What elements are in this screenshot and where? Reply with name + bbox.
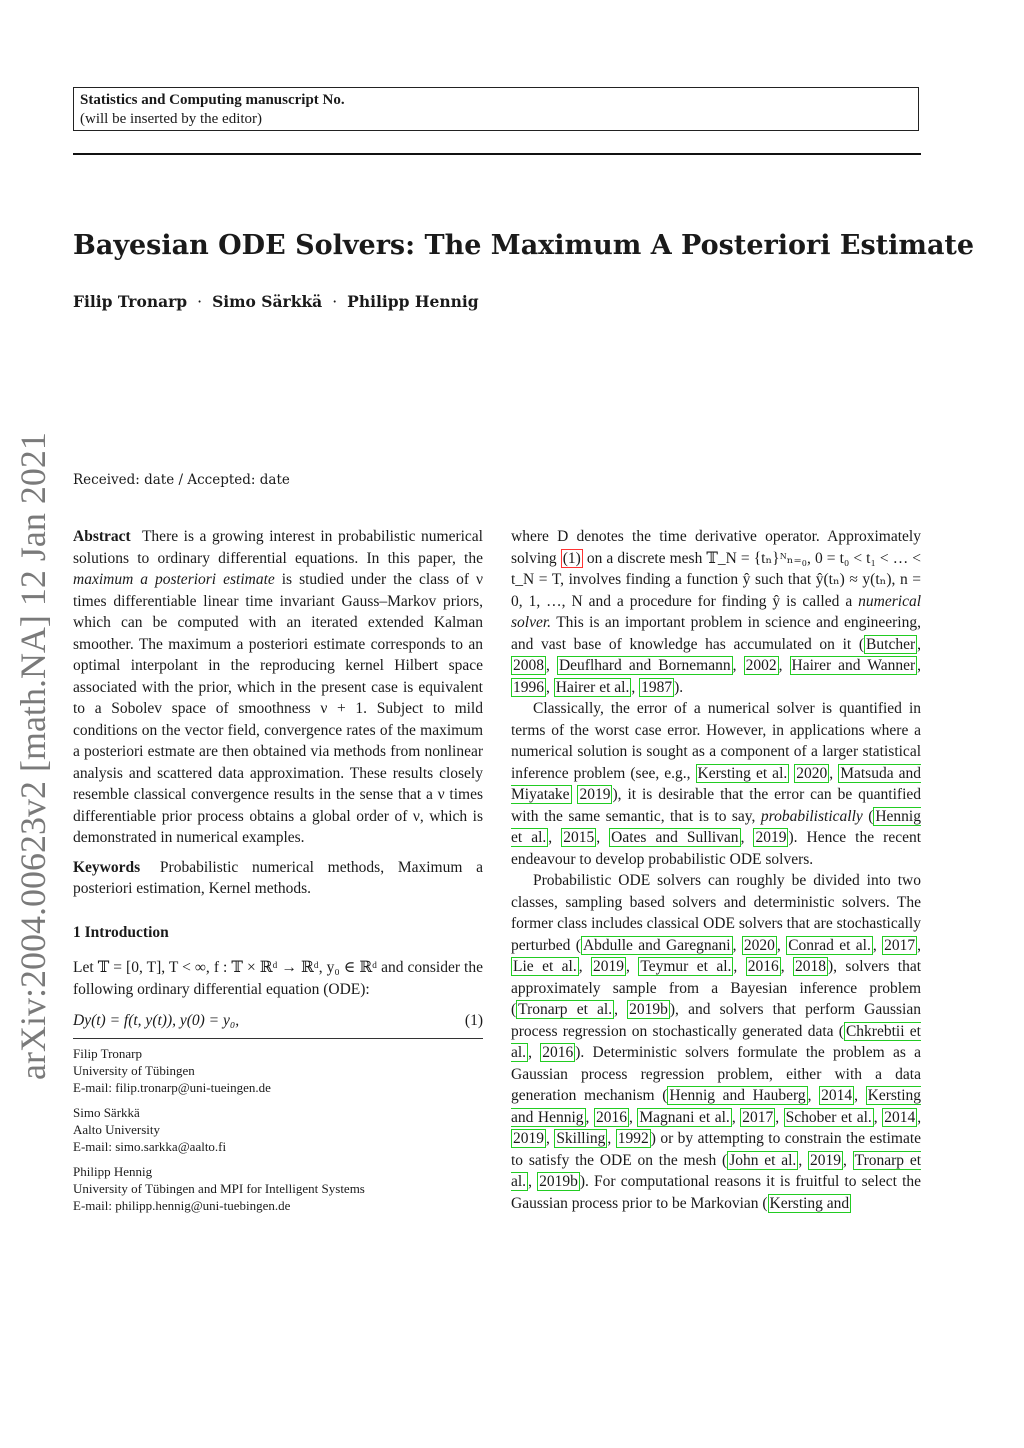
footnote-email[interactable]: E-mail: simo.sarkka@aalto.fi: [73, 1138, 227, 1154]
citation-link[interactable]: 1992: [617, 1130, 649, 1147]
footnote-block: [73, 1104, 483, 1155]
journal-header-box: [73, 87, 919, 131]
text: ), and solvers that perform Gaussian process regression on stochastically generated data (: [511, 1001, 921, 1040]
abstract-emphasis: maximum a posteriori estimate: [73, 571, 275, 588]
text: ), it is desirable that the error can be quantified with the same semantic, that is to say,: [511, 786, 922, 825]
citation-link[interactable]: Hairer and Wanner: [791, 657, 916, 674]
citation-link[interactable]: Hennig et al.: [511, 807, 921, 846]
citation-link[interactable]: Magnani et al.: [639, 1108, 730, 1126]
footnote-rule: [73, 1038, 483, 1039]
right-column: [511, 526, 921, 1214]
journal-name: Statistics and Computing manuscript No.: [80, 92, 345, 108]
abstract-text: There is a growing interest in probabilistic numerical solutions to ordinary differential equations. In this paper, the: [73, 528, 483, 567]
citation-link[interactable]: 2019: [513, 1130, 544, 1147]
author: Philipp Hennig: [347, 292, 479, 311]
footnote-name: Philipp Hennig: [73, 1163, 153, 1179]
footnote-block: [73, 1163, 483, 1214]
citation-link[interactable]: 2017: [742, 1108, 774, 1126]
citation-link[interactable]: Schober et al.: [785, 1108, 872, 1126]
citation-link[interactable]: 2019: [593, 958, 625, 975]
citation-link[interactable]: 2016: [595, 1108, 627, 1126]
citation-link[interactable]: 2016: [747, 958, 779, 975]
citation-link[interactable]: Tronarp et al.: [511, 1151, 922, 1190]
citation-link[interactable]: 2019: [755, 829, 787, 846]
citation-link[interactable]: 2020: [743, 936, 775, 954]
emphasis: numerical solver.: [511, 592, 922, 631]
editor-note: (will be inserted by the editor): [80, 111, 263, 127]
footnote-email[interactable]: E-mail: filip.tronarp@uni-tueingen.de: [73, 1079, 271, 1095]
paragraph: where D denotes the time derivative operator. Approximately solving (1) on a discrete mesh 𝕋_N = {tₙ}ᴺₙ₌₀, 0 = t₀ < t₁ < … < t_N = T, involves finding a function ŷ such that ŷ(tₙ) ≈ y(tₙ), n = 0, 1, …, N and a procedure for finding ŷ is called a numerical solver. This is an important problem in science and engineering, and vast base of knowledge has accumulated on it ( Butcher , 2008 , Deuflhard and Bornemann , 2002 , Hairer and Wanner , 1996 , Hairer et al. , 1987 ).: [511, 528, 922, 696]
intro-paragraph: Let 𝕋 = [0, T], T < ∞, f : 𝕋 × ℝᵈ → ℝᵈ, y₀ ∈ ℝᵈ and consider the following ordinary differential equation (ODE):: [73, 959, 483, 998]
citation-link[interactable]: 2016: [542, 1044, 574, 1061]
text: ).: [674, 678, 684, 696]
text: Probabilistic ODE solvers can roughly be divided into two classes, sampling based solvers and deterministic solvers. The former class includes classical ODE solvers that are stochastically perturbed (: [511, 872, 921, 954]
equation-body: Dy(t) = f(t, y(t)), y(0) = y₀,: [73, 1012, 240, 1029]
author-list: [73, 292, 479, 311]
author-footnotes: [73, 1045, 483, 1214]
citation-link[interactable]: Conrad et al.: [788, 936, 871, 954]
citation-link[interactable]: 2019: [809, 1151, 841, 1169]
text: on a discrete mesh 𝕋_N = {tₙ}ᴺₙ₌₀, 0 = t₀ < t₁ < … < t_N = T, involves finding a function ŷ such that ŷ(tₙ) ≈ y(tₙ), n = 0, 1, …, N and a procedure for finding ŷ is called a: [511, 549, 922, 610]
text: ), solvers that approximately sample from a Bayesian inference problem (: [511, 958, 922, 1018]
citation-link[interactable]: 2020: [796, 764, 828, 782]
author-separator: ·: [197, 293, 203, 311]
citation-link[interactable]: Teymur et al.: [640, 958, 732, 975]
citation-link[interactable]: 2019b: [629, 1001, 668, 1018]
citation-link[interactable]: 1987: [641, 678, 673, 696]
text: Classically, the error of a numerical solver is quantified in terms of the worst case error. However, in applications where a numerical solution is sought as a component of a larger statistical inference problem (see, e.g.,: [511, 700, 921, 782]
text: ). Hence the recent endeavour to develop probabilistic ODE solvers.: [511, 829, 922, 868]
footnote-name: Simo Särkkä: [73, 1104, 140, 1120]
citation-link[interactable]: Tronarp et al.: [518, 1001, 613, 1018]
citation-link[interactable]: Butcher: [866, 635, 916, 653]
author-separator: ·: [332, 293, 338, 311]
citation-link[interactable]: Skilling: [556, 1130, 606, 1147]
text: ) or by attempting to constrain the estimate to satisfy the ODE on the mesh (: [511, 1130, 922, 1169]
citation-link[interactable]: Deuflhard and Bornemann: [558, 657, 731, 674]
equation-link[interactable]: (1): [562, 549, 581, 567]
author: Simo Särkkä: [212, 292, 323, 311]
text: ). For computational reasons it is fruitful to select the Gaussian process prior to be Markovian (: [511, 1173, 922, 1212]
text: This is an important problem in science and engineering, and vast base of knowledge has accumulated on it (: [511, 614, 921, 653]
citation-link[interactable]: 1996: [513, 678, 544, 696]
author: Filip Tronarp: [73, 292, 188, 311]
citation-link[interactable]: 2018: [794, 958, 826, 975]
arxiv-stamp: arXiv:2004.00623v2 [math.NA] 12 Jan 2021: [13, 432, 53, 1080]
footnote-affiliation: Aalto University: [73, 1121, 161, 1137]
paper-title: Bayesian ODE Solvers: The Maximum A Posteriori Estimate: [73, 230, 975, 261]
equation-1: [73, 1010, 483, 1032]
citation-link[interactable]: Abdulle and Garegnani: [582, 936, 731, 954]
emphasis: probabilistically: [760, 807, 863, 825]
keywords-label: Keywords: [73, 858, 141, 876]
abstract-label: Abstract: [73, 528, 131, 545]
citation-link[interactable]: Lie et al.: [513, 958, 577, 975]
footnote-affiliation: University of Tübingen: [73, 1062, 195, 1078]
citation-link[interactable]: Kersting and: [769, 1194, 850, 1212]
paragraph: Classically, the error of a numerical solver is quantified in terms of the worst case error. However, in applications where a numerical solution is sought as a component of a larger statistical inference problem (see, e.g., Kersting et al. 2020 , Matsuda and Miyatake 2019 ), it is desirable that the error can be quantified with the same semantic, that is to say, probabilistically ( Hennig et al. , 2015 , Oates and Sullivan , 2019 ). Hence the recent endeavour to develop probabilistic ODE solvers.: [511, 700, 922, 868]
citation-link[interactable]: Oates and Sullivan: [611, 829, 739, 846]
footnote-block: [73, 1045, 483, 1096]
abstract: [73, 526, 483, 849]
citation-link[interactable]: 2019: [579, 786, 611, 803]
citation-link[interactable]: Hennig and Hauberg: [669, 1087, 806, 1104]
citation-link[interactable]: Hairer et al.: [555, 678, 630, 696]
citation-link[interactable]: 2002: [745, 657, 777, 674]
keywords: [73, 857, 483, 900]
abstract-text: is studied under the class of ν times differentiable linear time invariant Gauss–Markov priors, which can be computed with an iterated extended Kalman smoother. The maximum a posteriori estimate corresponds to an optimal interpolant in the reproducing kernel Hilbert space associated with the prior, which in the present case is equivalent to a Sobolev space of smoothness ν + 1. Subject to mild conditions on the vector field, convergence rates of the maximum a posteriori estmate are then obtained via methods from nonlinear analysis and scattered data approximation. These results closely resemble classical convergence results in the sense that a ν times differentiable prior process obtains a global order of ν, which is demonstrated in numerical examples.: [73, 571, 484, 846]
received-line: Received: date / Accepted: date: [73, 472, 290, 488]
text: where D denotes the time derivative operator. Approximately solving: [511, 528, 921, 567]
citation-link[interactable]: 2014: [821, 1087, 853, 1104]
footnote-name: Filip Tronarp: [73, 1045, 142, 1061]
citation-link[interactable]: Chkrebtii et al.: [511, 1022, 921, 1061]
text: ). Deterministic solvers formulate the problem as a Gaussian process regression problem, either with a data generation mechanism (: [511, 1044, 921, 1104]
citation-link[interactable]: Kersting and Hennig: [511, 1087, 922, 1126]
citation-link[interactable]: 2008: [513, 657, 544, 674]
citation-link[interactable]: 2017: [884, 936, 916, 954]
section-heading: 1 Introduction: [73, 923, 169, 941]
citation-link[interactable]: 2014: [884, 1108, 916, 1126]
header-rule: [73, 153, 921, 155]
citation-link[interactable]: Matsuda and Miyatake: [511, 764, 922, 803]
citation-link[interactable]: Kersting et al.: [697, 764, 788, 782]
citation-link[interactable]: 2019b: [539, 1173, 578, 1190]
citation-link[interactable]: 2015: [563, 829, 595, 846]
footnote-affiliation: University of Tübingen and MPI for Intelligent Systems: [73, 1180, 365, 1196]
paragraph: Probabilistic ODE solvers can roughly be divided into two classes, sampling based solvers and deterministic solvers. The former class includes classical ODE solvers that are stochastically perturbed ( Abdulle and Garegnani , 2020 , Conrad et al. , 2017 , Lie et al. , 2019 , Teymur et al. , 2016 , 2018 ), solvers that approximately sample from a Bayesian inference problem ( Tronarp et al. , 2019b ), and solvers that perform Gaussian process regression on stochastically generated data ( Chkrebtii et al. , 2016 ). Deterministic solvers formulate the problem as a Gaussian process regression problem, either with a data generation mechanism ( Hennig and Hauberg , 2014 , Kersting and Hennig , 2016 , Magnani et al. , 2017 , Schober et al. , 2014 , 2019 , Skilling , 1992 ) or by attempting to constrain the estimate to satisfy the ODE on the mesh ( John et al. , 2019 , Tronarp et al. , 2019b ). For computational reasons it is fruitful to select the Gaussian process prior to be Markovian ( Kersting and: [511, 872, 922, 1212]
equation-number: (1): [464, 1012, 483, 1029]
left-column: [73, 526, 483, 1222]
footnote-email[interactable]: E-mail: philipp.hennig@uni-tuebingen.de: [73, 1197, 291, 1213]
citation-link[interactable]: John et al.: [729, 1151, 797, 1169]
keywords-text: Probabilistic numerical methods, Maximum a posteriori estimation, Kernel methods.: [73, 858, 484, 897]
